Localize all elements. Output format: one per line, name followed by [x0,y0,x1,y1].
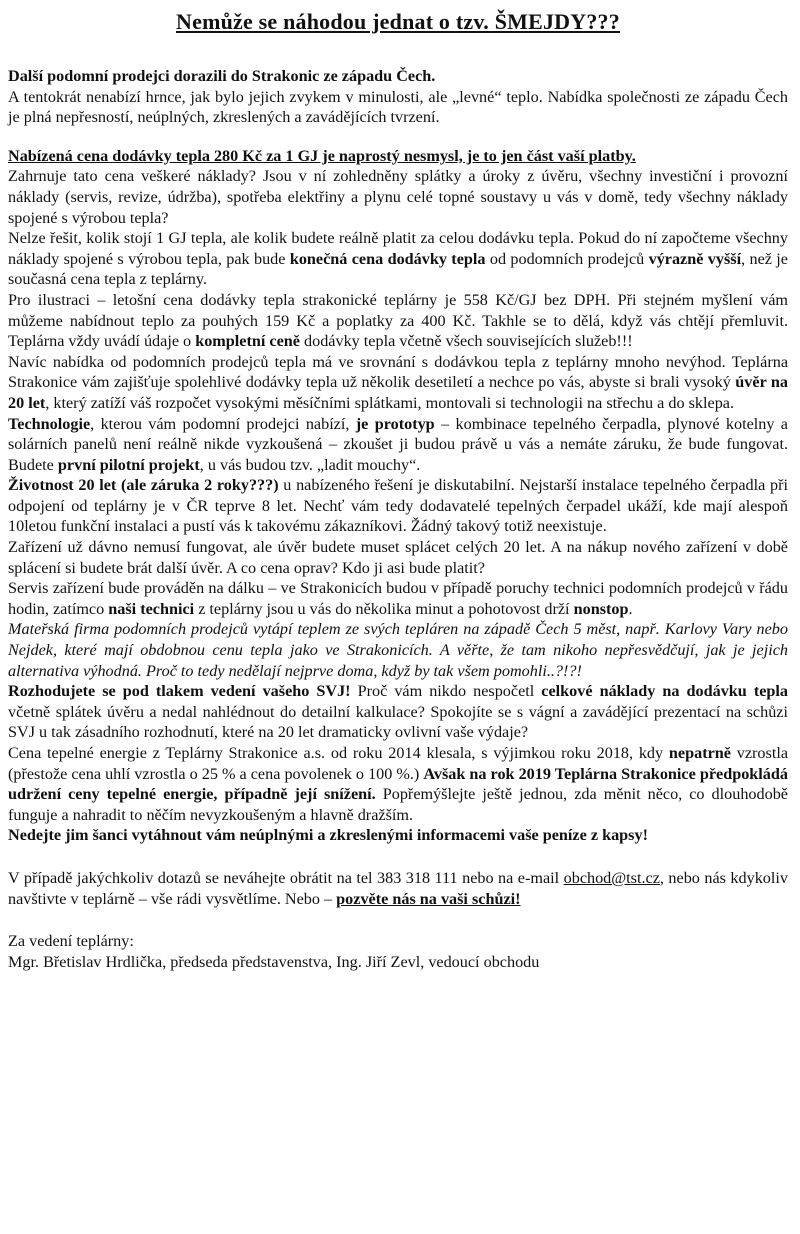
paragraph-price-history: Cena tepelné energie z Teplárny Strakonice a.s. od roku 2014 klesala, s výjimkou roku 2018, kdy nepatrně vzrostla (přestože cena uhlí vzrostla o 25 % a cena povolenek o 100 %.) Avšak na rok 2019 Teplárna Strakonice předpokládá udržení ceny tepelné energie, případně její snížení. Popřemýšlejte ještě jednou, zda měnit něco, co dlouhodobě funguje a nahradit to něčím nevyzkoušeným a hlavně dražším. [8,744,789,824]
page-title: Nemůže se náhodou jednat o tzv. ŠMEJDY??? [176,9,620,34]
paragraph-illustration: Pro ilustraci – letošní cena dodávky tepla strakonické teplárny je 558 Kč/GJ bez DPH. Při stejném myšlení vám můžeme nabídnout teplo za pouhých 159 Kč a poplatky za 400 Kč. Takhle se to dělá, když vás chtějí přemluvit. Teplárna vždy uvádí údaje o kompletní ceně dodávky tepla včetně všech souvisejících služeb!!! [8,290,788,351]
invite-us: pozvěte nás na vaši schůzi! [336,889,521,908]
paragraph-costs-question: Zahrnuje tato cena veškeré náklady? Jsou v ní zohledněny splátky a úroky z úvěru, všechny investiční i provozní náklady (servis, revize, údržba), spotřeba elektřiny a plynu celé topné soustavy u vás v domě, tedy všechny náklady spojené s výrobou tepla? [8,167,788,227]
signature-intro: Za vedení teplárny: [8,932,134,951]
closing-warning: Nedejte jim šanci vytáhnout vám neúplnými a zkreslenými informacemi vaše peníze z kapsy! [8,826,648,845]
contact-paragraph: V případě jakýchkoliv dotazů se neváhejte obrátit na tel 383 318 111 nebo na e-mail obchod@tst.cz, nebo nás kdykoliv navštivte v teplárně – vše rádi vysvětlíme. Nebo – pozvěte nás na vaši schůzi! [8,868,788,908]
paragraph-svj-pressure: Rozhodujete se pod tlakem vedení vašeho SVJ! Proč vám nikdo nespočetl celkové náklady na dodávku tepla včetně splátek úvěru a nedal nahlédnout do detailní kalkulace? Spokojíte se s vágní a zavádějící prezentací na schůzi SVJ u tak zásadního rozhodnutí, které na 20 let dramaticky ovlivní vaše výdaje? [8,682,789,742]
paragraph-parent-company: Mateřská firma podomních prodejců vytápí teplem ze svých tepláren na západě Čech 5 měst, např. Karlovy Vary nebo Nejdek, které mají obdobnou cenu tepla jako ve Strakonicích. A věřte, že tam nikoho nepřesvědčují, jak je jejich alternativa výhodná. Proč to tedy nedělají nejprve doma, když by tak všem pomohli..?!?! [8,620,788,680]
intro-paragraph: A tentokrát nenabízí hrnce, jak bylo jejich zvykem v minulosti, ale „levné“ teplo. Nabídka společnosti ze západu Čech je plná nepřesností, neúplných, zkreslených a zavádějících tvrzení. [8,87,788,127]
phone-number[interactable]: 383 318 111 [377,868,458,887]
signature-names: Mgr. Břetislav Hrdlička, předseda představenstva, Ing. Jiří Zevl, vedoucí obchodu [8,952,540,971]
intro-heading: Další podomní prodejci dorazili do Strakonic ze západu Čech. [8,67,436,85]
paragraph-technology: Technologie, kterou vám podomní prodejci nabízí, je prototyp – kombinace tepelného čerpadla, plynové kotelny a solárních panelů není reálně nikde vyzkoušená – zkoušet ji budou právě u vás a nemáte záruku, že bude fungovat. Budete první pilotní projekt, u vás budou tzv. „ladit mouchy“. [8,414,788,474]
paragraph-lifetime: Životnost 20 let (ale záruka 2 roky???) u nabízeného řešení je diskutabilní. Nejstarší instalace tepelného čerpadla při odpojení od teplárny je v ČR teprve 8 let. Nechť vám tedy dodavatelé tepelných čerpadel ukáží, kde mají alespoň 10letou funkční instalaci a pustí vás k takovému zákazníkovi. Žádný takový totiž neexistuje. [8,476,788,536]
price-heading: Nabízená cena dodávky tepla 280 Kč za 1 GJ je naprostý nesmysl, je to jen část vaší platby. [8,146,636,165]
paragraph-disadvantages: Navíc nabídka od podomních prodejců tepla má ve srovnání s dodávkou tepla z teplárny mnoho nevýhod. Teplárna Strakonice vám zajišťuje spolehlivé dodávky tepla už několik desetiletí a nechce po vás, abyste si brali vysoký úvěr na 20 let, který zatíží váš rozpočet vysokými měsíčními splátkami, montovali si technologii na střechu a do sklepa. [8,352,788,412]
paragraph-service: Servis zařízení bude prováděn na dálku – ve Strakonicích budou v případě poruchy technici podomních prodejců v řádu hodin, zatímco naši technici z teplárny jsou u vás do několika minut a pohotovost drží nonstop. [8,579,788,618]
paragraph-total-price: Nelze řešit, kolik stojí 1 GJ tepla, ale kolik budete reálně platit za celou dodávku tepla. Pokud do ní započteme všechny náklady spojené s výrobou tepla, pak bude konečná cena dodávky tepla od podomních prodejců výrazně vyšší, než je současná cena tepla z teplárny. [8,229,788,289]
paragraph-loan: Zařízení už dávno nemusí fungovat, ale úvěr budete muset splácet celých 20 let. A na nákup nového zařízení v době splácení si budete brát další úvěr. A co cena oprav? Kdo ji asi bude platit? [8,538,788,577]
email-link[interactable]: obchod@tst.cz [563,868,660,887]
